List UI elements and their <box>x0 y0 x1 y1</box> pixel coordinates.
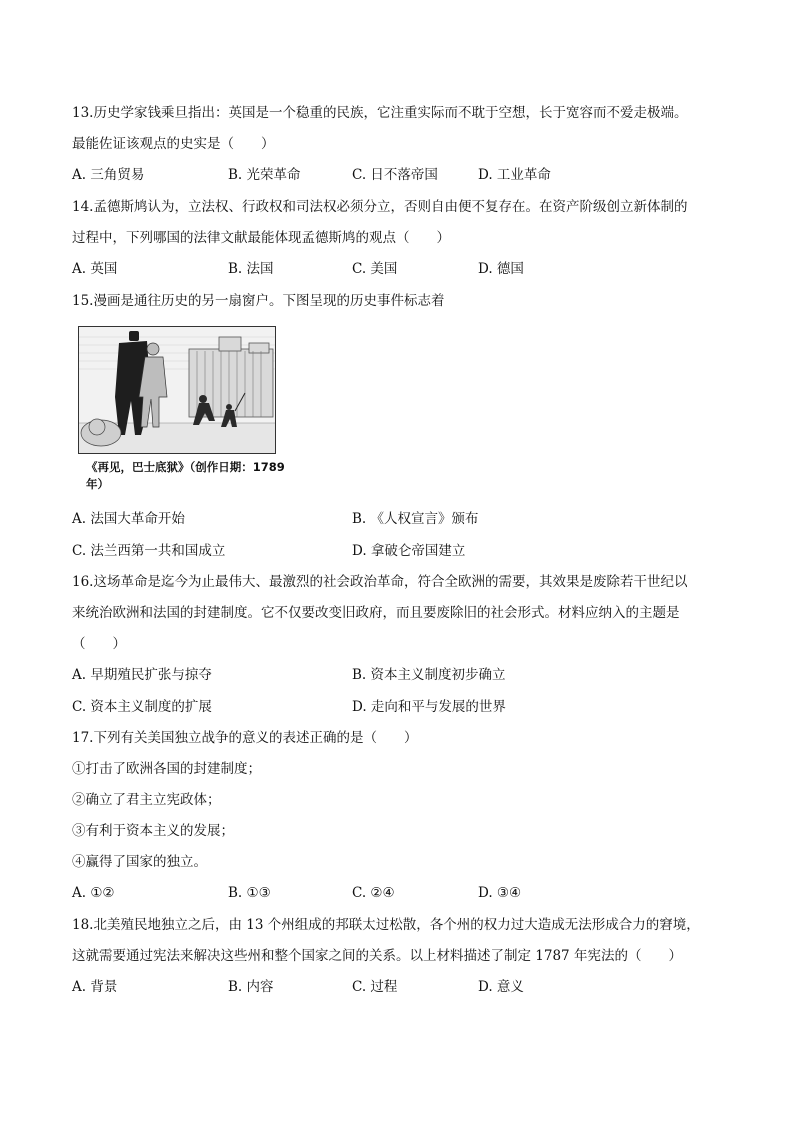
q14-option-c: C. 美国 <box>352 261 398 277</box>
q18-option-b: B. 内容 <box>228 979 274 995</box>
q17-item-2: ②确立了君主立宪政体； <box>72 792 221 808</box>
q17-stem-line1: 17.下列有关美国独立战争的意义的表述正确的是（ ） <box>72 730 418 746</box>
q18-option-d: D. 意义 <box>478 979 524 995</box>
q13-option-d: D. 工业革命 <box>478 167 551 183</box>
q14-stem-line2: 过程中，下列哪国的法律文献最能体现孟德斯鸠的观点（ ） <box>72 230 450 246</box>
q15-option-b: B. 《人权宣言》颁布 <box>352 511 479 527</box>
q15-option-a: A. 法国大革命开始 <box>72 511 185 527</box>
q17-option-b: B. ①③ <box>228 885 271 901</box>
q17-item-3: ③有利于资本主义的发展； <box>72 823 234 839</box>
bastille-cartoon-image <box>78 326 276 454</box>
q16-option-d: D. 走向和平与发展的世界 <box>352 699 506 715</box>
q16-option-b: B. 资本主义制度初步确立 <box>352 667 506 683</box>
q16-stem-line3: （ ） <box>72 636 126 652</box>
q14-option-b: B. 法国 <box>228 261 274 277</box>
q18-option-a: A. 背景 <box>72 979 118 995</box>
q15-option-c: C. 法兰西第一共和国成立 <box>72 543 226 559</box>
q14-option-d: D. 德国 <box>478 261 524 277</box>
q13-option-c: C. 日不落帝国 <box>352 167 438 183</box>
q17-option-d: D. ③④ <box>478 885 522 901</box>
cartoon-caption: 《再见，巴士底狱》（创作日期：1789 年） <box>86 460 285 491</box>
q16-option-c: C. 资本主义制度的扩展 <box>72 699 212 715</box>
q18-option-c: C. 过程 <box>352 979 398 995</box>
q18-stem-line2: 这就需要通过宪法来解决这些州和整个国家之间的关系。以上材料描述了制定 1787 年宪法的（ ） <box>72 948 682 964</box>
q17-option-a: A. ①② <box>72 885 115 901</box>
q15-option-d: D. 拿破仑帝国建立 <box>352 543 466 559</box>
q17-item-4: ④赢得了国家的独立。 <box>72 854 207 870</box>
q13-option-b: B. 光荣革命 <box>228 167 301 183</box>
q17-option-c: C. ②④ <box>352 885 395 901</box>
q13-stem-line2: 最能佐证该观点的史实是（ ） <box>72 136 275 152</box>
q18-stem-line1: 18.北美殖民地独立之后，由 13 个州组成的邦联太过松散，各个州的权力过大造成无法形成合力的窘境， <box>72 917 700 933</box>
q16-option-a: A. 早期殖民扩张与掠夺 <box>72 667 212 683</box>
q17-item-1: ①打击了欧洲各国的封建制度； <box>72 761 261 777</box>
bastille-cartoon-drawing <box>79 327 275 453</box>
q14-stem-line1: 14.孟德斯鸠认为，立法权、行政权和司法权必须分立，否则自由便不复存在。在资产阶级创立新体制的 <box>72 199 688 215</box>
q13-option-a: A. 三角贸易 <box>72 167 145 183</box>
q13-stem-line1: 13.历史学家钱乘旦指出：英国是一个稳重的民族，它注重实际而不耽于空想，长于宽容而不爱走极端。 <box>72 105 688 121</box>
q15-stem-line1: 15.漫画是通往历史的另一扇窗户。下图呈现的历史事件标志着 <box>72 293 445 309</box>
q16-stem-line1: 16.这场革命是迄今为止最伟大、最激烈的社会政治革命，符合全欧洲的需要，其效果是废除若干世纪以 <box>72 574 688 590</box>
q16-stem-line2: 来统治欧洲和法国的封建制度。它不仅要改变旧政府，而且要废除旧的社会形式。材料应纳入的主题是 <box>72 605 680 621</box>
q14-option-a: A. 英国 <box>72 261 118 277</box>
